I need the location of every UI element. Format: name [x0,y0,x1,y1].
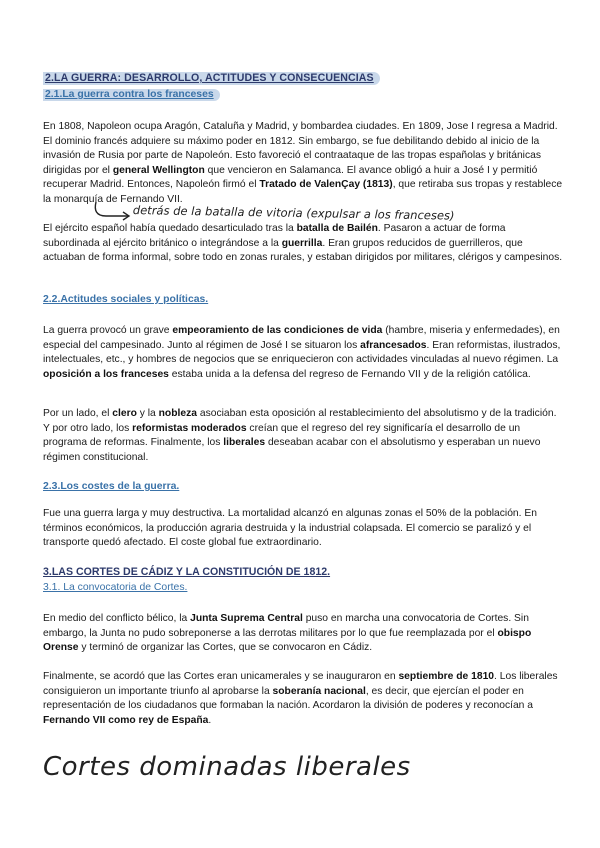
subsection-2-2-title: 2.2.Actitudes sociales y políticas. [43,294,209,305]
section-3-title: 3.LAS CORTES DE CÁDIZ Y LA CONSTITUCIÓN DE 1812. [43,566,331,578]
paragraph-invasion: En 1808, Napoleon ocupa Aragón, Cataluña y Madrid, y bombardea ciudades. En 1809, Jose I regresa a Madrid. El dominio francés adquiere su máximo poder en 1812. Sin embargo, se fue debilitando debido al inicio de la invasión de Rusia por parte de Napoleón. Esto favoreció el contraataque de las tropas españolas y británicas dirigidas por el general Wellington que vencieron en Salamanca. El avance obligó a huir a José I y permitió recuperar Madrid. Entonces, Napoleón firmó el Tratado de ValenÇay (1813), que retiraba sus tropas y restablece la monarquía de Fernando VII. [43,121,563,205]
paragraph-social-attitudes: La guerra provocó un grave empeoramiento de las condiciones de vida (hambre, miseria y enfermedades), en especial del campesinado. Junto al régimen de José I se situaron los afrancesados. Eran reformistas, ilustrados, intelectuales, etc., y hombres de negocios que se enriquecieron con actividades vinculadas al nuevo régimen. La oposición a los franceses estaba unida a la defensa del regreso de Fernando VII y de la religión católica. [43,325,561,380]
paragraph-junta-suprema: En medio del conflicto bélico, la Junta Suprema Central puso en marcha una convocatoria de Cortes. Sin embargo, la Junta no pudo sobreponerse a las derrotas militares por lo que fue reemplazada por el obispo Orense y terminó de organizar las Cortes, que se convocaron en Cádiz. [43,613,532,654]
handwritten-arrow-icon [92,200,132,222]
handwritten-note-cortes: Cortes dominadas liberales [43,752,411,782]
subsection-2-1-title: 2.1.La guerra contra los franceses [43,89,220,100]
paragraph-cortes-inauguration: Finalmente, se acordó que las Cortes eran unicamerales y se inauguraron en septiembre de 1810. Los liberales consiguieron un importante triunfo al aprobarse la soberanía nacional, es decir, que ejercían el poder en representación de los ciudadanos que formaban la nación. Acordaron la división de poderes y reconocían a Fernando VII como rey de España. [43,671,558,726]
handwritten-note-vitoria: detrás de la batalla de vitoria (expulsar a los franceses) [132,203,455,223]
subsection-3-1-title: 3.1. La convocatoria de Cortes. [43,582,188,593]
paragraph-war-costs: Fue una guerra larga y muy destructiva. La mortalidad alcanzó en algunas zonas el 50% de la población. En términos económicos, la producción agraria destruida y la industrial colapsada. El comercio se paralizó y el transporte quedó afectado. El coste global fue extraordinario. [43,508,537,549]
paragraph-guerrilla: El ejército español había quedado desarticulado tras la batalla de Bailén. Pasaron a actuar de forma subordinada al ejército británico o integrándose a la guerrilla. Eran grupos reducidos de guerrilleros, que actuaban de forma informal, sobre todo en zonas rurales, y estaban dirigidos por militares, clérigos y campesinos. [43,223,563,264]
paragraph-political-groups: Por un lado, el clero y la nobleza asociaban esta oposición al restablecimiento del absolutismo y de la tradición. Y por otro lado, los reformistas moderados creían que el regreso del rey significaría el desarrollo de un programa de reformas. Finalmente, los liberales deseaban acabar con el absolutismo y esperaban un nuevo régimen constitucional. [43,408,557,463]
section-2-title: 2.LA GUERRA: DESARROLLO, ACTITUDES Y CONSECUENCIAS [43,72,380,84]
subsection-2-3-title: 2.3.Los costes de la guerra. [43,481,180,492]
